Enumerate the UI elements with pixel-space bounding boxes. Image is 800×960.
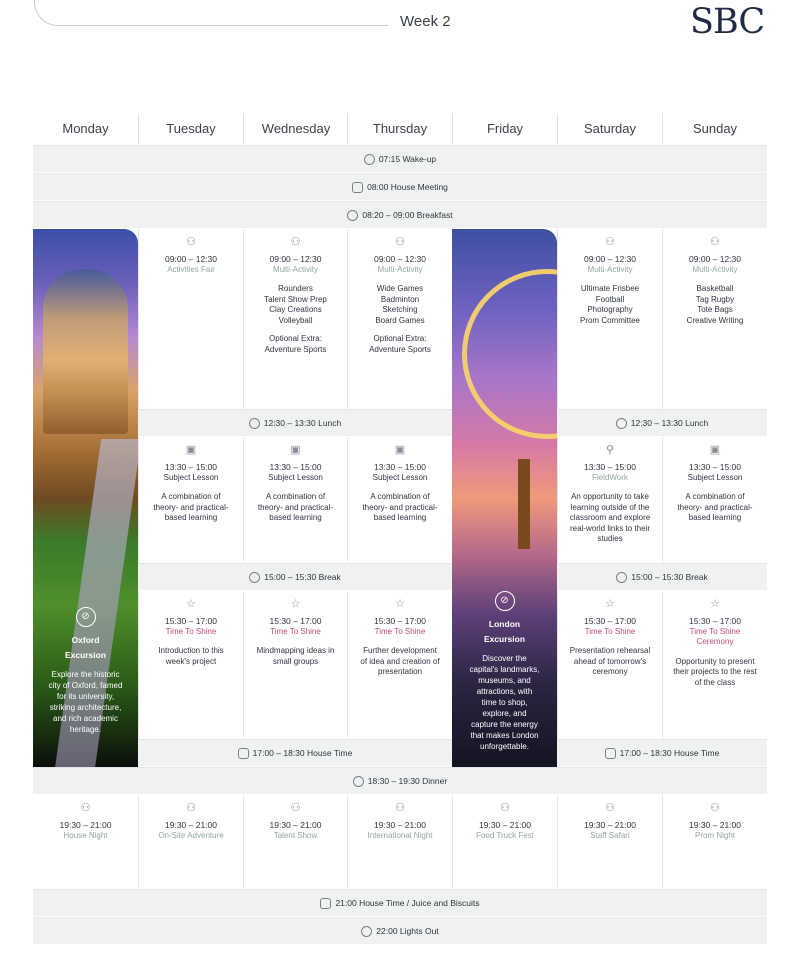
session-desc: learning outside of the [570, 502, 650, 512]
activity-item: Tote Bags [697, 305, 733, 314]
people-icon: ⚇ [605, 236, 615, 248]
activity-item: Prom Committee [579, 315, 640, 325]
activity-item: Ultimate Frisbee [580, 284, 640, 293]
afternoon-sunday [662, 437, 767, 563]
band-break-label: 15:00 – 15:30 Break [631, 572, 708, 582]
london-title-line1: London [488, 619, 521, 629]
afternoon-saturday [557, 437, 662, 563]
session-tag: Multi-Activity [587, 264, 633, 274]
mug-icon [353, 776, 364, 787]
star-icon: ☆ [395, 598, 405, 610]
session-tag: Ceremony [696, 637, 734, 646]
session-desc: theory- and practical- [677, 502, 753, 512]
band-house-time-label: 17:00 – 18:30 House Time [252, 748, 353, 758]
book-icon: ▣ [709, 444, 721, 456]
london-desc-line: unforgettable. [480, 742, 529, 751]
band-juice-biscuits [33, 889, 767, 916]
activity-item: Volleyball [278, 315, 313, 325]
day-sunday: Sunday [662, 114, 767, 144]
london-desc-line: capital's landmarks, [469, 665, 540, 674]
session-tag: Multi-Activity [692, 264, 738, 274]
people-icon: ⚇ [395, 802, 405, 814]
oxford-excursion-photo [33, 229, 138, 767]
activity-item: Creative Writing [686, 315, 744, 325]
activity-item: Tag Rugby [695, 294, 735, 304]
session-desc: presentation [377, 667, 423, 676]
session-desc: Further development [363, 646, 437, 655]
session-tag: FieldWork [592, 472, 628, 482]
session-time: 13:30 – 15:00 [165, 462, 217, 472]
session-time: 09:00 – 12:30 [374, 254, 426, 264]
apple-icon [616, 572, 627, 583]
session-desc: small groups [272, 656, 319, 666]
session-desc: based learning [373, 513, 427, 522]
session-tag: House Night [63, 830, 108, 840]
session-time: 09:00 – 12:30 [584, 254, 636, 264]
session-time: 15:30 – 17:00 [269, 616, 322, 626]
people-icon: ⚇ [80, 802, 91, 814]
star-icon: ☆ [290, 598, 301, 610]
session-tag: Time To Shine [374, 626, 426, 636]
session-time: 13:30 – 15:00 [269, 462, 322, 472]
session-tag: Food Truck Fest [476, 830, 534, 840]
oxford-title-line1: Oxford [71, 635, 100, 645]
morning-thursday [347, 229, 452, 409]
session-time: 19:30 – 21:00 [59, 820, 112, 830]
mug-icon [249, 418, 260, 429]
activity-item: Photography [587, 305, 633, 314]
magnifier-icon: ⚲ [605, 444, 615, 456]
band-lights-label: 22:00 Lights Out [376, 926, 439, 936]
session-desc: Opportunity to present [675, 656, 755, 666]
house-icon [352, 182, 363, 193]
evening-friday [452, 795, 557, 888]
moon-icon [361, 926, 372, 937]
oxford-desc-line: for its university, [56, 692, 115, 701]
shine-thursday [347, 591, 452, 739]
band-wake [33, 145, 767, 172]
session-desc: based learning [164, 513, 218, 522]
band-lunch-label: 12:30 – 13:30 Lunch [630, 418, 709, 428]
session-tag: Staff Safari [590, 830, 630, 840]
activity-item: Sketching [382, 305, 418, 314]
session-tag: Subject Lesson [372, 472, 428, 482]
band-dinner-label: 18:30 – 19:30 Dinner [367, 776, 448, 786]
session-time: 15:30 – 17:00 [689, 616, 741, 626]
activity-item: Talent Show Prep [264, 294, 327, 304]
band-break-left [138, 563, 452, 590]
people-icon: ⚇ [186, 236, 196, 248]
session-tag: Subject Lesson [163, 472, 219, 482]
compass-icon: ⊘ [76, 607, 96, 627]
session-tag: Subject Lesson [687, 472, 743, 482]
session-desc: A combination of [685, 492, 745, 501]
band-juice-label: 21:00 House Time / Juice and Biscuits [335, 898, 480, 908]
session-tag: Activities Fair [167, 264, 215, 274]
afternoon-wednesday [243, 437, 347, 563]
london-eye-image [462, 269, 557, 439]
day-wednesday: Wednesday [243, 114, 348, 144]
oxford-desc-line: striking architecture, [49, 703, 122, 712]
star-icon: ☆ [186, 598, 196, 610]
session-time: 15:30 – 17:00 [374, 616, 426, 626]
band-break-label: 15:00 – 15:30 Break [264, 572, 341, 582]
session-time: 09:00 – 12:30 [689, 254, 741, 264]
evening-thursday [347, 795, 452, 888]
session-desc: theory- and practical- [362, 502, 438, 512]
session-desc: studies [597, 534, 623, 543]
session-desc: of the class [694, 677, 736, 687]
session-tag: Time To Shine [584, 626, 636, 636]
band-lights-out [33, 917, 767, 944]
london-excursion-photo [452, 229, 557, 767]
house-icon [605, 748, 616, 759]
evening-saturday [557, 795, 662, 888]
session-desc: ceremony [592, 667, 628, 676]
session-desc: Presentation rehearsal [569, 646, 651, 655]
house-icon [238, 748, 249, 759]
people-icon: ⚇ [395, 236, 405, 248]
day-friday: Friday [452, 114, 557, 144]
oxford-desc-line: heritage. [69, 725, 102, 734]
radcliffe-camera-image [43, 269, 128, 434]
band-breakfast-label: 08:20 – 09:00 Breakfast [362, 210, 453, 220]
band-house-time-left [138, 739, 452, 766]
session-tag: Multi-Activity [273, 264, 318, 274]
alarm-clock-icon [364, 154, 375, 165]
session-desc: their projects to the rest [673, 667, 757, 676]
people-icon: ⚇ [710, 236, 720, 248]
mug-icon [347, 210, 358, 221]
evening-sunday [662, 795, 767, 888]
session-desc: A combination of [161, 492, 221, 501]
london-title-line2: Excursion [483, 634, 526, 644]
session-tag: Prom Night [694, 830, 735, 840]
session-desc: ahead of tomorrow's [573, 656, 647, 666]
session-time: 13:30 – 15:00 [374, 462, 426, 472]
big-ben-image [518, 459, 530, 549]
session-time: 19:30 – 21:00 [584, 820, 636, 830]
shine-wednesday [243, 591, 347, 739]
optional-extra-label: Optional Extra: [269, 334, 322, 343]
band-break-right [557, 563, 767, 590]
session-time: 15:30 – 17:00 [584, 616, 636, 626]
morning-saturday [557, 229, 662, 409]
session-desc: based learning [269, 513, 322, 522]
oxford-desc-line: Explore the historic [51, 670, 120, 679]
afternoon-thursday [347, 437, 452, 563]
star-icon: ☆ [710, 598, 720, 610]
oxford-excursion-text [33, 607, 138, 735]
sbc-logo: SBC [690, 2, 765, 42]
house-icon [320, 898, 331, 909]
session-tag: Time To Shine [689, 626, 741, 636]
london-excursion-text [452, 591, 557, 752]
london-desc-line: time to shop, [481, 698, 528, 707]
oxford-desc-line: city of Oxford, famed [48, 681, 123, 690]
band-house-time-right [557, 739, 767, 766]
people-icon: ⚇ [186, 802, 196, 814]
band-house-time-label: 17:00 – 18:30 House Time [619, 748, 720, 758]
people-icon: ⚇ [290, 802, 301, 814]
session-desc: theory- and practical- [257, 502, 334, 512]
evening-monday [33, 795, 138, 888]
session-desc: An opportunity to take [571, 492, 649, 501]
session-desc: real-world links to their [569, 523, 651, 533]
session-tag: Time To Shine [165, 626, 217, 636]
day-tuesday: Tuesday [138, 114, 243, 144]
session-desc: A combination of [370, 492, 430, 501]
session-time: 19:30 – 21:00 [689, 820, 741, 830]
morning-wednesday [243, 229, 347, 409]
header-rule [34, 0, 388, 26]
session-tag: Talent Show [273, 830, 318, 840]
morning-sunday [662, 229, 767, 409]
book-icon: ▣ [290, 444, 301, 456]
evening-tuesday [138, 795, 243, 888]
activity-item: Basketball [696, 284, 734, 293]
session-desc: A combination of [265, 492, 326, 501]
band-dinner [33, 767, 767, 794]
compass-icon: ⊘ [495, 591, 515, 611]
session-time: 09:00 – 12:30 [165, 254, 217, 264]
session-time: 09:00 – 12:30 [269, 254, 322, 264]
optional-extra-value: Adventure Sports [369, 344, 431, 354]
session-tag: On-Site Adventure [158, 830, 224, 840]
shine-tuesday [138, 591, 243, 739]
day-thursday: Thursday [347, 114, 452, 144]
activity-item: Wide Games [376, 284, 424, 293]
optional-extra-value: Adventure Sports [264, 344, 327, 354]
activity-item: Board Games [375, 315, 425, 325]
london-desc-line: explore, and [482, 709, 527, 718]
day-monday: Monday [62, 121, 109, 136]
people-icon: ⚇ [500, 802, 510, 814]
shine-saturday [557, 591, 662, 739]
activity-item: Football [595, 294, 625, 304]
activity-item: Badminton [380, 294, 420, 304]
london-desc-line: that makes London [470, 731, 539, 740]
london-desc-line: museums, and [478, 676, 531, 685]
people-icon: ⚇ [290, 236, 301, 248]
session-desc: week's project [165, 656, 217, 666]
london-desc-line: Discover the [482, 654, 527, 663]
band-house-meeting-label: 08:00 House Meeting [367, 182, 448, 192]
optional-extra-label: Optional Extra: [373, 334, 427, 343]
band-house-meeting [33, 173, 767, 200]
session-desc: based learning [688, 513, 742, 522]
session-tag: Multi-Activity [377, 264, 423, 274]
week-label: Week 2 [400, 13, 451, 30]
apple-icon [249, 572, 260, 583]
afternoon-tuesday [138, 437, 243, 563]
oxford-desc-line: and rich academic [53, 714, 118, 723]
day-saturday: Saturday [557, 114, 662, 144]
session-tag: Subject Lesson [268, 472, 323, 482]
london-desc-line: attractions, with [476, 687, 533, 696]
session-time: 19:30 – 21:00 [479, 820, 531, 830]
book-icon: ▣ [185, 444, 197, 456]
morning-tuesday [138, 229, 243, 409]
session-time: 19:30 – 21:00 [165, 820, 217, 830]
session-tag: Time To Shine [270, 626, 321, 636]
session-desc: of idea and creation of [360, 656, 440, 666]
band-lunch-label: 12:30 – 13:30 Lunch [263, 418, 342, 428]
band-lunch-left [138, 409, 452, 436]
oxford-title-line2: Excursion [64, 650, 107, 660]
session-time: 13:30 – 15:00 [584, 462, 636, 472]
session-time: 19:30 – 21:00 [269, 820, 322, 830]
people-icon: ⚇ [710, 802, 720, 814]
session-desc: Mindmapping ideas in [256, 646, 335, 655]
shine-sunday [662, 591, 767, 739]
activity-item: Clay Creations [269, 305, 322, 314]
session-tag: International Night [367, 830, 433, 840]
session-time: 19:30 – 21:00 [374, 820, 426, 830]
mug-icon [616, 418, 627, 429]
band-breakfast [33, 201, 767, 228]
evening-wednesday [243, 795, 347, 888]
session-time: 13:30 – 15:00 [689, 462, 741, 472]
timetable [33, 114, 767, 944]
london-desc-line: capture the energy [471, 720, 538, 729]
session-time: 15:30 – 17:00 [165, 616, 217, 626]
band-wake-label: 07:15 Wake-up [378, 154, 437, 164]
session-desc: theory- and practical- [153, 502, 229, 512]
session-desc: Introduction to this [158, 646, 224, 655]
activity-item: Rounders [278, 284, 313, 293]
band-lunch-right [557, 409, 767, 436]
book-icon: ▣ [394, 444, 406, 456]
session-desc: classroom and explore [569, 513, 651, 522]
star-icon: ☆ [605, 598, 615, 610]
people-icon: ⚇ [605, 802, 615, 814]
